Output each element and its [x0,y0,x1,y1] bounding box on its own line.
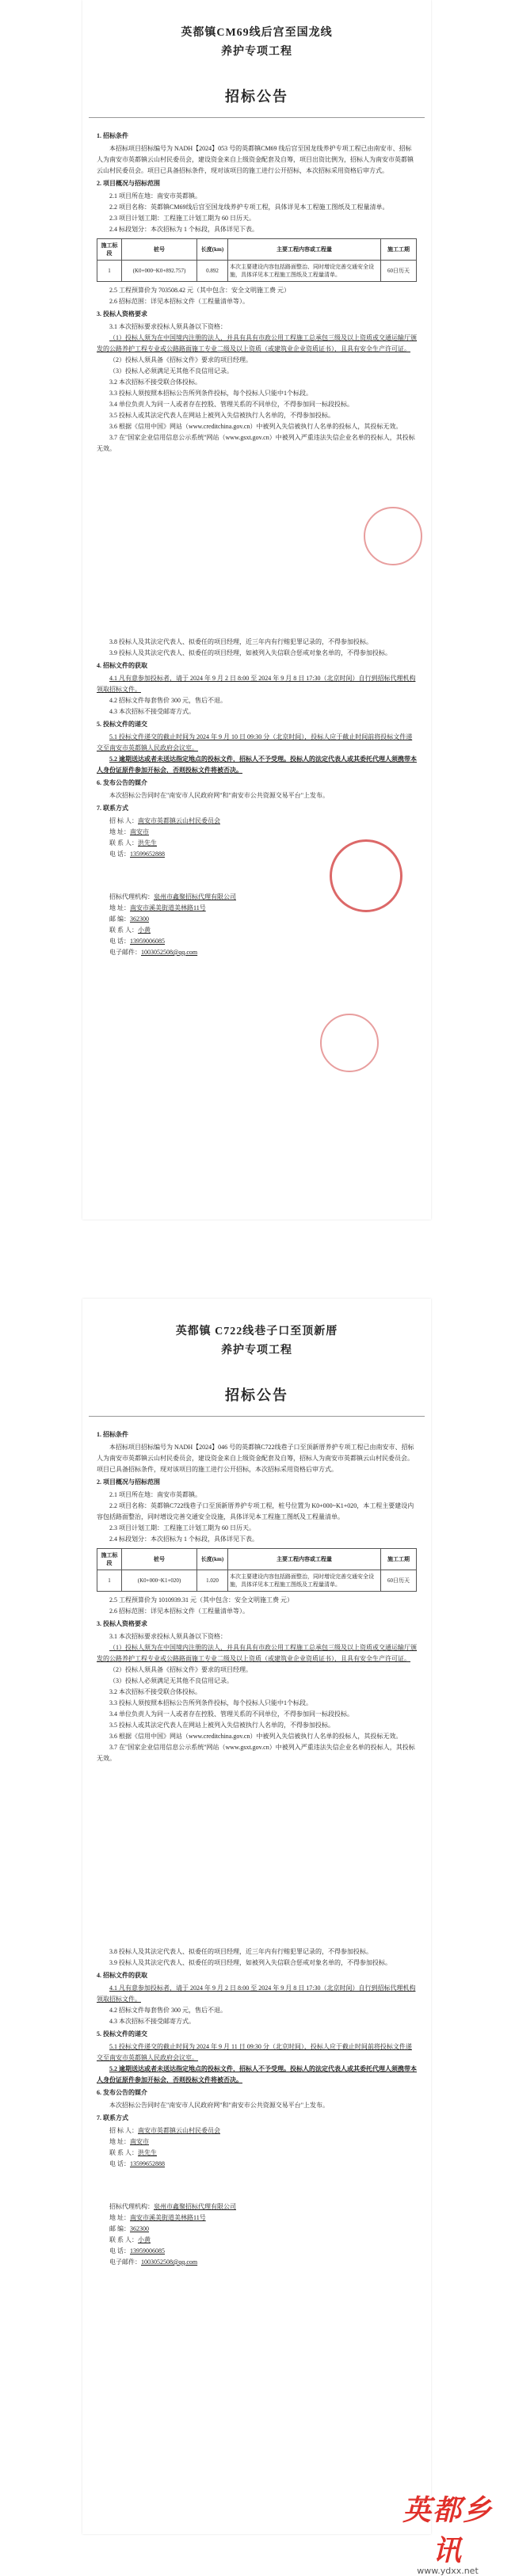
paragraph: 本招标项目招标编号为 NADH【2024】046 号的英都镇C722线巷子口至顶新厝养护专项工程已由南安市、招标人为南安市英都镇云山村民委员会，建设资金来自上级资金配套及自筹，招标人为南安市英都镇云山村民委员会。项目已具备招标条件，现对该项目的施工进行公开招标，本次招标采用资格后审方式。 [97,1444,414,1473]
section-heading: 3. 投标人资格要求 [97,310,147,318]
table-header: 桩号 [122,239,197,261]
paragraph: 3.7 在"国家企业信用信息公示系统"网站（www.gsxt.gov.cn）中被列入严重违法失信企业名单的投标人，其投标无效。 [97,434,415,452]
table-cell: 60日历天 [381,261,417,282]
paragraph: 3.3 投标人须按照本招标公告所列条件投标，每个投标人只能中1个标段。 [109,1699,312,1707]
paragraph: 4.1 凡有意参加投标者，请于 2024 年 9 月 2 日 8:00 至 2024 年 9 月 8 日 17:30（北京时间）自行到招标代理机构领取招标文件。 [97,675,416,693]
paragraph: （3）投标人必须满足无其他不良信用记录。 [109,1677,233,1684]
section-heading: 1. 招标条件 [97,132,128,139]
section-heading: 7. 联系方式 [97,805,128,812]
paragraph: 5.1 投标文件递交的截止时间为 2024 年 9 月 11 日 09:30 分（北京时间），投标人应于截止时间前将投标文件递交至南安市英都镇人民政府会议室。 [97,2043,412,2061]
section-heading: 2. 项目概况与招标范围 [97,1478,160,1486]
paragraph: 3.1 本次招标要求投标人须具备以下资格： [109,1633,227,1640]
doc-title-line2: 养护专项工程 [221,46,292,58]
doc-title-line2: 养护专项工程 [221,1345,292,1356]
bid-section-table [97,1548,417,1592]
paragraph: 2.6 招标范围：详见本招标文件（工程量清单等）。 [109,298,249,305]
contact-line: 招 标 人：南安市英都镇云山村民委员会 [109,2127,220,2134]
paragraph: 本招标项目招标编号为 NADH【2024】053 号的英都镇CM69 线后宫至国龙线养护专项工程已由南安市、招标人为南安市英都镇云山村民委员会，建设资金来自上级资金配套及自筹，项目出资比例为，招标人为南安市英都镇云山村民委员会。项目已具备招标条件，现对该项目的施工进行公开招标，本次招标采用资格后审方式。 [97,145,414,174]
paragraph: 2.2 项目名称：英都镇CM69线后宫至国龙线养护专项工程，具体详见本工程施工图纸及工程量清单。 [109,204,389,211]
table-header: 长度(km) [197,1549,228,1570]
contact-line: 电 话：13599652888 [109,850,165,858]
agent-line: 电子邮件：1003052508@qq.com [109,949,198,956]
official-seal [320,1014,379,1072]
table-cell: 本次主要建设内容包括路面整治，同时增设完善交通安全设施，具体详见本工程施工图纸及工程量清单。 [228,1570,381,1592]
notice-heading: 招标公告 [225,89,288,105]
contact-line: 招 标 人：南安市英都镇云山村民委员会 [109,817,220,824]
agent-line: 电 话：13959006085 [109,2247,165,2254]
site-logo [388,2488,507,2576]
section-heading: 6. 发布公告的媒介 [97,779,147,786]
table-row [97,261,417,282]
table-row [97,1570,417,1592]
doc-title-line1: 英都镇 C722线巷子口至顶新厝 [175,1326,338,1337]
notice-document-1 [82,0,431,1220]
doc-title-line1: 英都镇CM69线后宫至国龙线 [181,27,333,39]
paragraph: 2.2 项目名称：英都镇C722线巷子口至顶新厝养护专项工程，桩号位置为 K0+000~K1+020，本工程主要建设内容包括路面整治，同时增设完善交通安全设施，具体详见本工程施工图纸及工程量清单。 [97,1502,414,1520]
contact-line: 联 系 人：洪先生 [109,2149,157,2156]
section-heading: 6. 发布公告的媒介 [97,2089,147,2096]
table-header: 施工标段 [97,1549,122,1570]
paragraph: 2.5 工程预算价为 1010939.31 元（其中包含：安全文明施工费 元） [109,1596,293,1604]
paragraph: 4.1 凡有意参加投标者，请于 2024 年 9 月 2 日 8:00 至 2024 年 9 月 8 日 17:30（北京时间）自行到招标代理机构领取招标文件。 [97,1984,416,2003]
table-header: 主要工程内容或工程量 [228,1549,381,1570]
table-cell: 0.892 [197,261,228,282]
table-header: 主要工程内容或工程量 [228,239,381,261]
agent-line: 招标代理机构：泉州市鑫聚招标代理有限公司 [109,2203,236,2210]
paragraph: 3.5 投标人或其法定代表人在网站上被列入失信被执行人名单的，不得参加投标。 [109,1722,334,1729]
agent-line: 邮 编：362300 [109,2225,149,2232]
paragraph: （1）投标人须为在中国境内注册的法人，并具有具有市政公用工程施工总承包三级及以上资质或交通运输厅颁发的公路养护工程专业或公路路面施工专业二级及以上资质（或建筑业企业资质证书），且具有安全生产许可证。 [97,1644,417,1662]
paragraph: 2.1 项目所在地：南安市英都镇。 [109,1491,201,1498]
agent-line: 地 址：南安市溪美街道美林路11号 [109,2214,206,2221]
paragraph: 4.3 本次招标不接受邮寄方式。 [109,708,195,715]
table-cell: (K0+000~K0+892.757) [122,261,197,282]
paragraph: 3.6 根据《信用中国》网站（www.creditchina.gov.cn）中被列入失信被执行人名单的投标人，其投标无效。 [109,423,402,430]
table-cell: (K0+000~K1+020) [122,1570,197,1592]
paragraph: 3.8 投标人及其法定代表人、拟委任的项目经理，近三年内有行贿犯罪记录的，不得参加投标。 [109,1948,372,1955]
table-header: 长度(km) [197,239,228,261]
notice-document-2 [82,1299,431,2534]
paragraph: （3）投标人必须满足无其他不良信用记录。 [109,367,233,375]
paragraph: 5.1 投标文件递交的截止时间为 2024 年 9 月 10 日 09:30 分（北京时间），投标人应于截止时间前将投标文件递交至南安市英都镇人民政府会议室。 [97,733,413,751]
agent-line: 招标代理机构：泉州市鑫聚招标代理有限公司 [109,893,236,900]
table-cell: 1.020 [197,1570,228,1592]
paragraph: 4.2 招标文件每套售价 300 元，售后不退。 [109,2007,227,2014]
blank-area [82,1764,431,1946]
table-cell: 本次主要建设内容包括路面整治、同时增设完善交通安全设施，具体详见本工程施工图纸及工程量清单。 [228,261,381,282]
contact-line: 地 址：南安市 [109,2138,149,2145]
paragraph: 3.7 在"国家企业信用信息公示系统"网站（www.gsxt.gov.cn）中被列入严重违法失信企业名单的投标人，其投标无效。 [97,1744,415,1762]
agent-line: 电子邮件：1003052508@qq.com [109,2258,198,2266]
section-heading: 3. 投标人资格要求 [97,1620,147,1627]
table-header: 施工标段 [97,239,122,261]
brand-text: 英都乡讯 [402,2494,493,2567]
agent-line: 电 话：13959006085 [109,938,165,945]
paragraph: 3.2 本次招标不接受联合体投标。 [109,379,201,386]
paragraph: （2）投标人须具备《招标文件》要求的项目经理。 [109,1666,252,1673]
paragraph: （1）投标人须为在中国境内注册的法人，并具有具有市政公用工程施工总承包三级及以上资质或交通运输厅颁发的公路养护工程专业或公路路面施工专业二级及以上资质（或建筑业企业资质证书），且具有安全生产许可证。 [97,334,417,352]
brand-url: www.ydxx.net [417,2566,479,2576]
paragraph: 4.3 本次招标不接受邮寄方式。 [109,2018,195,2025]
paragraph: 本次招标公告同时在"南安市人民政府网"和"南安市公共资源交易平台"上发布。 [109,792,330,799]
paragraph: 2.4 标段划分：本次招标为 1 个标段，具体详见下表。 [109,1535,258,1543]
paragraph: 2.4 标段划分：本次招标为 1 个标段，具体详见下表。 [109,226,258,233]
contact-line: 联 系 人：洪先生 [109,839,157,847]
paragraph: 3.2 本次招标不接受联合体投标。 [109,1688,201,1695]
section-heading: 4. 招标文件的获取 [97,662,147,669]
paragraph: 2.5 工程预算价为 703508.42 元（其中包含：安全文明施工费 元） [109,287,290,294]
official-seal [330,839,402,912]
paragraph: 本次招标公告同时在"南安市人民政府网"和"南安市公共资源交易平台"上发布。 [109,2102,330,2109]
section-heading: 7. 联系方式 [97,2114,128,2121]
paragraph: 3.3 投标人须按照本招标公告所列条件投标，每个投标人只能中1个标段。 [109,390,312,397]
paragraph: 3.4 单位负责人为同一人或者存在控股、管理关系的不同单位，不得参加同一标段投标。 [109,401,353,408]
section-heading: 2. 项目概况与招标范围 [97,180,160,187]
paragraph: 4.2 招标文件每套售价 300 元，售后不退。 [109,697,227,704]
divider [89,1416,425,1417]
paragraph: （2）投标人须具备《招标文件》要求的项目经理。 [109,356,252,363]
paragraph: 2.6 招标范围：详见本招标文件（工程量清单等）。 [109,1608,249,1615]
agent-line: 地 址：南安市溪美街道美林路11号 [109,904,206,911]
paragraph: 3.9 投标人及其法定代表人、拟委任的项目经理，如被列入失信联合惩戒对象名单的，不得参加投标。 [109,649,391,656]
agent-line: 联 系 人：小黄 [109,927,151,934]
table-cell: 1 [97,261,122,282]
paragraph: 2.1 项目所在地：南安市英都镇。 [109,192,201,200]
agent-line: 邮 编：362300 [109,915,149,923]
section-heading: 5. 投标文件的递交 [97,2030,147,2038]
notice-heading: 招标公告 [225,1387,288,1403]
section-heading: 5. 投标文件的递交 [97,721,147,728]
paragraph: 3.6 根据《信用中国》网站（www.creditchina.gov.cn）中被列入失信被执行人名单的投标人，其投标无效。 [109,1733,402,1740]
agent-line: 联 系 人：小黄 [109,2236,151,2243]
paragraph: 3.4 单位负责人为同一人或者存在控股、管理关系的不同单位，不得参加同一标段投标。 [109,1710,353,1718]
paragraph: 3.1 本次招标要求投标人须具备以下资格： [109,323,227,330]
table-cell: 1 [97,1570,122,1592]
table-header: 施工工期 [381,1549,417,1570]
divider [89,117,425,118]
contact-line: 地 址：南安市 [109,828,149,835]
bid-section-table [97,238,417,282]
paragraph: 3.5 投标人或其法定代表人在网站上被列入失信被执行人名单的，不得参加投标。 [109,412,334,419]
paragraph: 3.9 投标人及其法定代表人、拟委任的项目经理，如被列入失信联合惩戒对象名单的，不得参加投标。 [109,1959,391,1966]
table-header: 桩号 [122,1549,197,1570]
paragraph: 2.3 项目计划工期：工程施工计划工期为 60 日历天。 [109,215,255,222]
paragraph: 5.2 逾期送达或者未送达指定地点的投标文件，招标人不予受理。投标人的法定代表人或其委托代理人须携带本人身份证原件参加开标会，否则投标文件将被否决。 [97,2065,417,2083]
section-heading: 1. 招标条件 [97,1431,128,1438]
section-heading: 4. 招标文件的获取 [97,1972,147,1979]
paragraph: 3.8 投标人及其法定代表人、拟委任的项目经理，近三年内有行贿犯罪记录的，不得参加投标。 [109,638,372,645]
table-cell: 60日历天 [381,1570,417,1592]
paragraph: 2.3 项目计划工期：工程施工计划工期为 60 日历天。 [109,1524,255,1532]
paragraph: 5.2 逾期送达或者未送达指定地点的投标文件，招标人不予受理。投标人的法定代表人或其委托代理人须携带本人身份证原件参加开标会，否则投标文件将被否决。 [97,755,417,774]
contact-line: 电 话：13599652888 [109,2160,165,2167]
table-header: 施工工期 [381,239,417,261]
official-seal [364,507,422,565]
